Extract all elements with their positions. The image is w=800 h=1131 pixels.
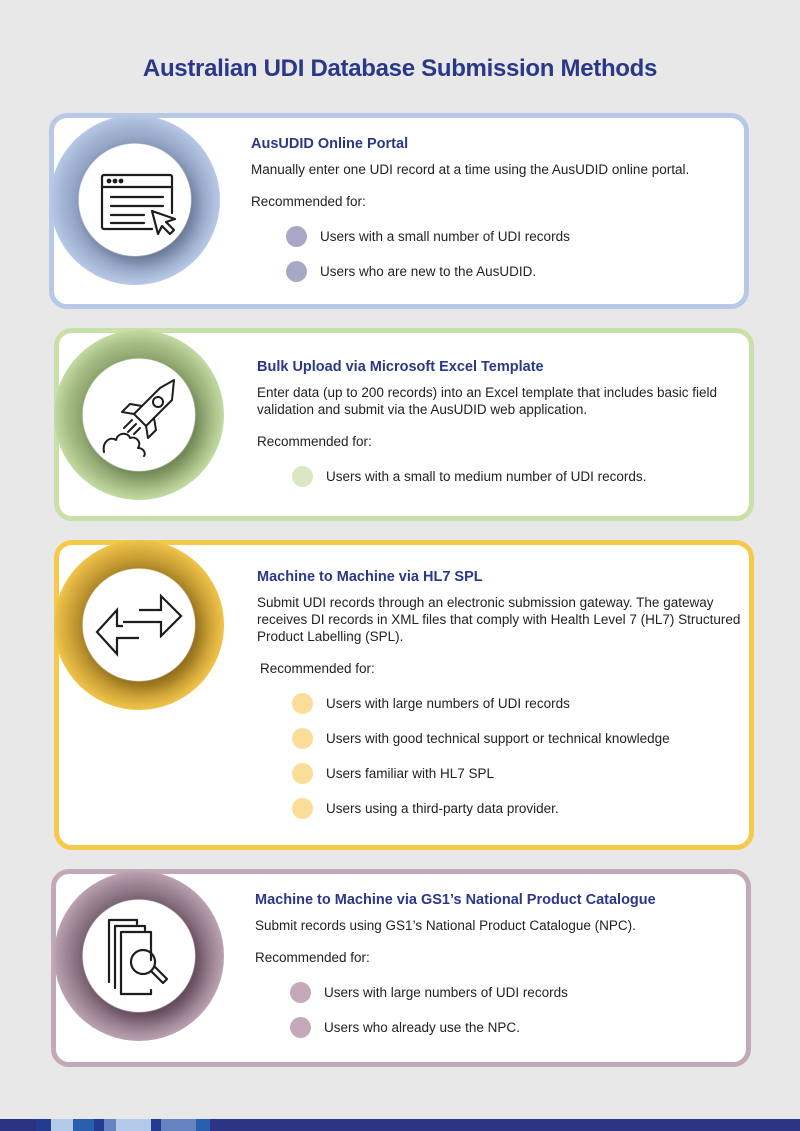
documents-search-icon [99,916,179,996]
method-title: Machine to Machine via HL7 SPL [257,569,483,585]
rocket-icon [94,370,184,460]
footer-bar-segment [104,1119,116,1131]
list-item: Users with a small number of UDI records [286,219,741,254]
recommended-list [257,686,747,826]
footer-bar-segment [196,1119,210,1131]
list-item: Users who are new to the AusUDID. [286,254,741,289]
footer-color-bar [0,1119,800,1131]
bullet-dot-icon [290,1017,311,1038]
footer-bar-segment [36,1119,51,1131]
method-title: Machine to Machine via GS1’s National Product Catalogue [255,892,656,908]
icon-circle-bulk-upload [54,330,224,500]
bullet-dot-icon [292,728,313,749]
footer-bar-segment [116,1119,151,1131]
list-item: Users with large numbers of UDI records [292,686,747,721]
recommended-label: Recommended for: [251,194,366,209]
recommended-label: Recommended for: [260,661,375,676]
browser-window-cursor-icon [90,165,180,235]
footer-bar-segment [94,1119,104,1131]
icon-circle-online-portal [50,115,220,285]
footer-bar-segment [210,1119,800,1131]
footer-bar-segment [161,1119,196,1131]
bullet-dot-icon [290,982,311,1003]
page-title: Australian UDI Database Submission Methods [142,55,658,82]
method-description: Submit records using GS1’s National Product Catalogue (NPC). [255,918,636,933]
recommended-label: Recommended for: [255,950,370,965]
recommended-list [255,975,745,1045]
method-description: Enter data (up to 200 records) into an Excel template that includes basic field validation and submit via the AusUDID web application. [257,385,718,417]
footer-bar-segment [73,1119,94,1131]
bullet-dot-icon [292,798,313,819]
exchange-arrows-icon [93,590,185,660]
method-content-hl7-spl [257,569,747,826]
method-content-online-portal [251,136,741,289]
list-item: Users with a small to medium number of UDI records. [292,459,737,494]
method-content-gs1-npc [255,892,745,1045]
method-description: Submit UDI records through an electronic submission gateway. The gateway receives DI records in XML files that comply with Health Level 7 (HL7) Structured Product Labelling (SPL). [257,595,741,644]
list-item: Users who already use the NPC. [290,1010,745,1045]
method-title: AusUDID Online Portal [251,136,409,152]
recommended-list [257,459,737,494]
method-content-bulk-upload [257,359,737,494]
method-description: Manually enter one UDI record at a time using the AusUDID online portal. [251,162,690,177]
list-item: Users with large numbers of UDI records [290,975,745,1010]
footer-bar-segment [0,1119,36,1131]
recommended-label: Recommended for: [257,434,372,449]
bullet-dot-icon [292,693,313,714]
list-item: Users with good technical support or technical knowledge [292,721,747,756]
footer-bar-segment [151,1119,161,1131]
bullet-dot-icon [292,763,313,784]
bullet-dot-icon [286,261,307,282]
list-item: Users familiar with HL7 SPL [292,756,747,791]
icon-circle-gs1-npc [54,871,224,1041]
recommended-list [251,219,741,289]
list-item: Users using a third-party data provider. [292,791,747,826]
bullet-dot-icon [292,466,313,487]
bullet-dot-icon [286,226,307,247]
footer-bar-segment [51,1119,73,1131]
icon-circle-hl7-spl [54,540,224,710]
method-title: Bulk Upload via Microsoft Excel Template [257,359,544,375]
